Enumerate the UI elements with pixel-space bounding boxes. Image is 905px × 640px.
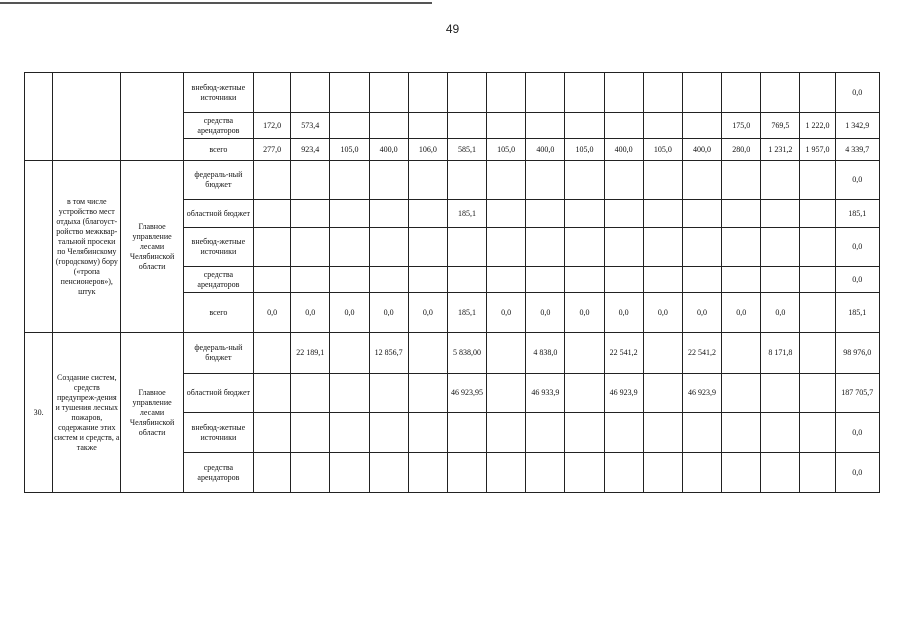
page-number: 49 <box>445 22 460 36</box>
value-cell <box>447 267 486 293</box>
value-cell <box>369 413 408 453</box>
value-cell <box>408 200 447 228</box>
value-cell: 172,0 <box>254 113 291 139</box>
value-cell <box>408 374 447 413</box>
total-value: 0,0 <box>835 73 879 113</box>
value-cell <box>604 161 643 200</box>
value-cell <box>408 73 447 113</box>
value-cell: 0,0 <box>369 293 408 333</box>
value-cell <box>487 374 526 413</box>
value-cell <box>526 453 565 493</box>
value-cell <box>800 267 835 293</box>
value-cell <box>254 200 291 228</box>
value-cell <box>565 413 604 453</box>
value-cell: 105,0 <box>643 139 682 161</box>
value-cell: 106,0 <box>408 139 447 161</box>
value-cell <box>408 453 447 493</box>
value-cell: 185,1 <box>447 293 486 333</box>
value-cell <box>682 200 721 228</box>
total-value: 1 342,9 <box>835 113 879 139</box>
value-cell <box>643 161 682 200</box>
value-cell: 1 231,2 <box>761 139 800 161</box>
value-cell <box>487 333 526 374</box>
total-value: 4 339,7 <box>835 139 879 161</box>
value-cell <box>722 374 761 413</box>
value-cell <box>682 453 721 493</box>
value-cell <box>761 267 800 293</box>
activity-description: Создание систем, средств предупреж-дения и тушения лесных пожаров, содержание этих систем и средств, а также <box>53 333 121 493</box>
value-cell: 0,0 <box>643 293 682 333</box>
value-cell <box>682 228 721 267</box>
value-cell: 280,0 <box>722 139 761 161</box>
value-cell <box>643 413 682 453</box>
value-cell <box>682 113 721 139</box>
value-cell <box>408 161 447 200</box>
value-cell <box>254 453 291 493</box>
value-cell <box>722 333 761 374</box>
value-cell <box>526 113 565 139</box>
executor <box>121 73 183 161</box>
value-cell <box>565 453 604 493</box>
value-cell: 46 923,9 <box>682 374 721 413</box>
value-cell <box>408 267 447 293</box>
value-cell <box>330 73 369 113</box>
value-cell <box>565 161 604 200</box>
row-number <box>25 73 53 161</box>
table-row <box>25 73 880 113</box>
value-cell <box>447 453 486 493</box>
value-cell <box>565 73 604 113</box>
funding-source: федераль-ный бюджет <box>183 333 253 374</box>
value-cell: 573,4 <box>291 113 330 139</box>
value-cell: 0,0 <box>408 293 447 333</box>
value-cell <box>291 228 330 267</box>
value-cell <box>761 453 800 493</box>
value-cell <box>254 73 291 113</box>
total-value: 0,0 <box>835 413 879 453</box>
value-cell <box>722 228 761 267</box>
value-cell <box>408 413 447 453</box>
value-cell <box>761 374 800 413</box>
value-cell <box>761 200 800 228</box>
funding-source: всего <box>183 139 253 161</box>
value-cell <box>369 73 408 113</box>
value-cell <box>291 267 330 293</box>
value-cell <box>643 267 682 293</box>
value-cell <box>291 453 330 493</box>
value-cell: 22 541,2 <box>682 333 721 374</box>
funding-source: внебюд-жетные источники <box>183 73 253 113</box>
value-cell: 1 957,0 <box>800 139 835 161</box>
funding-source: федераль-ный бюджет <box>183 161 253 200</box>
value-cell <box>604 228 643 267</box>
total-value: 185,1 <box>835 293 879 333</box>
value-cell <box>369 267 408 293</box>
value-cell <box>682 413 721 453</box>
value-cell <box>330 267 369 293</box>
value-cell <box>800 73 835 113</box>
value-cell <box>330 374 369 413</box>
value-cell <box>447 113 486 139</box>
value-cell <box>369 453 408 493</box>
value-cell <box>487 161 526 200</box>
value-cell <box>643 73 682 113</box>
value-cell <box>369 161 408 200</box>
value-cell: 0,0 <box>682 293 721 333</box>
value-cell <box>291 161 330 200</box>
value-cell: 0,0 <box>330 293 369 333</box>
value-cell <box>604 113 643 139</box>
value-cell <box>447 228 486 267</box>
value-cell: 5 838,00 <box>447 333 486 374</box>
value-cell <box>604 200 643 228</box>
value-cell <box>722 453 761 493</box>
value-cell <box>722 161 761 200</box>
value-cell <box>682 267 721 293</box>
value-cell <box>526 413 565 453</box>
value-cell <box>487 73 526 113</box>
value-cell <box>722 267 761 293</box>
value-cell: 400,0 <box>526 139 565 161</box>
funding-source: всего <box>183 293 253 333</box>
value-cell <box>565 374 604 413</box>
value-cell: 0,0 <box>604 293 643 333</box>
value-cell <box>291 200 330 228</box>
value-cell <box>800 200 835 228</box>
value-cell: 400,0 <box>369 139 408 161</box>
value-cell: 400,0 <box>682 139 721 161</box>
value-cell <box>800 228 835 267</box>
value-cell: 0,0 <box>526 293 565 333</box>
value-cell <box>291 413 330 453</box>
value-cell: 22 189,1 <box>291 333 330 374</box>
value-cell <box>330 113 369 139</box>
value-cell: 46 923,95 <box>447 374 486 413</box>
total-value: 98 976,0 <box>835 333 879 374</box>
value-cell <box>565 228 604 267</box>
value-cell: 185,1 <box>447 200 486 228</box>
value-cell <box>447 73 486 113</box>
value-cell <box>722 73 761 113</box>
executor: Главное управление лесами Челябинской области <box>121 161 183 333</box>
value-cell: 105,0 <box>487 139 526 161</box>
value-cell: 46 933,9 <box>526 374 565 413</box>
funding-source: средства арендаторов <box>183 453 253 493</box>
value-cell: 923,4 <box>291 139 330 161</box>
value-cell <box>565 333 604 374</box>
value-cell <box>682 161 721 200</box>
value-cell <box>722 200 761 228</box>
row-number <box>25 161 53 333</box>
value-cell: 277,0 <box>254 139 291 161</box>
value-cell <box>604 413 643 453</box>
value-cell <box>604 267 643 293</box>
value-cell: 12 856,7 <box>369 333 408 374</box>
value-cell <box>254 333 291 374</box>
funding-source: внебюд-жетные источники <box>183 228 253 267</box>
value-cell <box>565 200 604 228</box>
funding-source: областной бюджет <box>183 374 253 413</box>
executor: Главное управление лесами Челябинской области <box>121 333 183 493</box>
value-cell: 46 923,9 <box>604 374 643 413</box>
value-cell <box>526 161 565 200</box>
value-cell <box>643 374 682 413</box>
value-cell <box>369 228 408 267</box>
value-cell <box>526 200 565 228</box>
value-cell <box>254 413 291 453</box>
value-cell <box>526 228 565 267</box>
value-cell: 400,0 <box>604 139 643 161</box>
activity-description <box>53 73 121 161</box>
value-cell <box>254 374 291 413</box>
value-cell <box>643 228 682 267</box>
activity-description: в том числе устройство мест отдыха (благоуст-ройство межквар-тальной просеки по Челябинскому (городскому) бору («тропа пенсионеров»), штук <box>53 161 121 333</box>
value-cell: 769,5 <box>761 113 800 139</box>
value-cell <box>291 374 330 413</box>
value-cell: 105,0 <box>330 139 369 161</box>
total-value: 0,0 <box>835 267 879 293</box>
value-cell: 0,0 <box>565 293 604 333</box>
value-cell: 0,0 <box>291 293 330 333</box>
value-cell <box>682 73 721 113</box>
total-value: 187 705,7 <box>835 374 879 413</box>
value-cell <box>487 267 526 293</box>
table-row <box>25 333 880 374</box>
row-number: 30. <box>25 333 53 493</box>
value-cell <box>487 453 526 493</box>
value-cell <box>330 200 369 228</box>
value-cell <box>330 413 369 453</box>
value-cell <box>369 200 408 228</box>
value-cell: 1 222,0 <box>800 113 835 139</box>
value-cell <box>408 228 447 267</box>
value-cell: 22 541,2 <box>604 333 643 374</box>
value-cell <box>800 374 835 413</box>
value-cell <box>254 267 291 293</box>
value-cell <box>487 228 526 267</box>
top-rule <box>0 2 432 4</box>
value-cell <box>330 333 369 374</box>
funding-source: средства арендаторов <box>183 113 253 139</box>
value-cell: 0,0 <box>722 293 761 333</box>
value-cell <box>800 413 835 453</box>
value-cell: 175,0 <box>722 113 761 139</box>
value-cell <box>643 113 682 139</box>
value-cell <box>487 113 526 139</box>
value-cell <box>254 228 291 267</box>
value-cell <box>330 453 369 493</box>
value-cell <box>761 161 800 200</box>
value-cell: 4 838,0 <box>526 333 565 374</box>
value-cell <box>800 333 835 374</box>
value-cell <box>643 453 682 493</box>
value-cell <box>369 113 408 139</box>
value-cell <box>604 73 643 113</box>
value-cell <box>330 161 369 200</box>
total-value: 185,1 <box>835 200 879 228</box>
value-cell <box>447 161 486 200</box>
value-cell <box>369 374 408 413</box>
value-cell <box>254 161 291 200</box>
value-cell <box>408 333 447 374</box>
value-cell <box>800 453 835 493</box>
value-cell <box>800 293 835 333</box>
value-cell: 105,0 <box>565 139 604 161</box>
funding-source: средства арендаторов <box>183 267 253 293</box>
value-cell <box>526 73 565 113</box>
funding-table <box>24 72 880 493</box>
value-cell <box>487 200 526 228</box>
value-cell <box>408 113 447 139</box>
table-row <box>25 161 880 200</box>
value-cell <box>643 200 682 228</box>
funding-source: областной бюджет <box>183 200 253 228</box>
total-value: 0,0 <box>835 228 879 267</box>
value-cell <box>330 228 369 267</box>
total-value: 0,0 <box>835 453 879 493</box>
value-cell: 0,0 <box>761 293 800 333</box>
value-cell: 0,0 <box>487 293 526 333</box>
value-cell <box>565 113 604 139</box>
value-cell: 8 171,8 <box>761 333 800 374</box>
value-cell <box>565 267 604 293</box>
value-cell <box>722 413 761 453</box>
value-cell <box>604 453 643 493</box>
funding-source: внебюд-жетные источники <box>183 413 253 453</box>
value-cell <box>487 413 526 453</box>
value-cell: 0,0 <box>254 293 291 333</box>
total-value: 0,0 <box>835 161 879 200</box>
value-cell <box>643 333 682 374</box>
value-cell <box>526 267 565 293</box>
value-cell <box>447 413 486 453</box>
value-cell <box>761 73 800 113</box>
value-cell: 585,1 <box>447 139 486 161</box>
value-cell <box>291 73 330 113</box>
value-cell <box>761 228 800 267</box>
value-cell <box>800 161 835 200</box>
value-cell <box>761 413 800 453</box>
